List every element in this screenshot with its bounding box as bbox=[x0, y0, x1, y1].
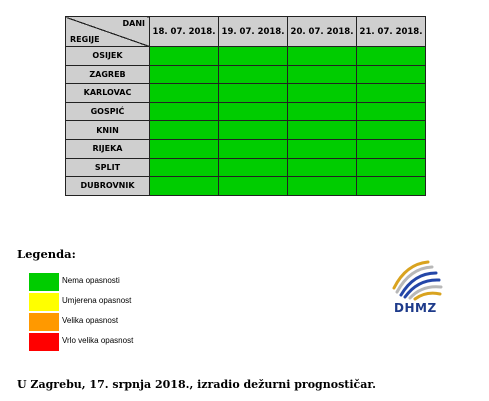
warning-level-cell bbox=[219, 121, 288, 140]
warning-level-cell bbox=[288, 84, 357, 103]
warning-level-cell bbox=[219, 47, 288, 66]
legend-swatch bbox=[29, 273, 59, 291]
region-name: SPLIT bbox=[66, 158, 150, 177]
region-name: DUBROVNIK bbox=[66, 177, 150, 196]
table-row bbox=[66, 121, 426, 140]
legend-label: Umjerena opasnost bbox=[62, 296, 132, 305]
legend-swatch bbox=[29, 293, 59, 311]
table-row bbox=[66, 47, 426, 66]
table-body bbox=[66, 47, 426, 196]
date-header: 19. 07. 2018. bbox=[219, 17, 288, 47]
warning-level-cell bbox=[357, 121, 426, 140]
warning-level-cell bbox=[288, 121, 357, 140]
date-header: 20. 07. 2018. bbox=[288, 17, 357, 47]
warning-level-cell bbox=[288, 158, 357, 177]
table-corner-cell bbox=[66, 17, 150, 47]
table-row bbox=[66, 158, 426, 177]
warning-table bbox=[65, 16, 426, 196]
warning-level-cell bbox=[219, 84, 288, 103]
legend-label: Nema opasnosti bbox=[62, 276, 120, 285]
region-name: GOSPIĆ bbox=[66, 102, 150, 121]
warning-level-cell bbox=[357, 177, 426, 196]
table-row bbox=[66, 65, 426, 84]
warning-level-cell bbox=[357, 84, 426, 103]
warning-level-cell bbox=[150, 47, 219, 66]
table-header-row bbox=[66, 17, 426, 47]
corner-days-label: DANI bbox=[122, 19, 145, 28]
region-name: KARLOVAC bbox=[66, 84, 150, 103]
date-header: 18. 07. 2018. bbox=[150, 17, 219, 47]
date-header: 21. 07. 2018. bbox=[357, 17, 426, 47]
warning-level-cell bbox=[357, 65, 426, 84]
warning-level-cell bbox=[288, 139, 357, 158]
warning-level-cell bbox=[288, 102, 357, 121]
table-row bbox=[66, 84, 426, 103]
warning-level-cell bbox=[150, 121, 219, 140]
warning-level-cell bbox=[219, 139, 288, 158]
table-row bbox=[66, 102, 426, 121]
warning-level-cell bbox=[219, 65, 288, 84]
warning-level-cell bbox=[357, 158, 426, 177]
warning-level-cell bbox=[150, 139, 219, 158]
warning-level-cell bbox=[150, 65, 219, 84]
table-row bbox=[66, 139, 426, 158]
footer-note: U Zagrebu, 17. srpnja 2018., izradio dežurni prognostičar. bbox=[17, 378, 376, 391]
dhmz-logo bbox=[388, 258, 448, 320]
table-row bbox=[66, 177, 426, 196]
warning-level-cell bbox=[288, 47, 357, 66]
warning-level-cell bbox=[357, 139, 426, 158]
region-name: OSIJEK bbox=[66, 47, 150, 66]
region-name: ZAGREB bbox=[66, 65, 150, 84]
warning-level-cell bbox=[219, 177, 288, 196]
logo-text: DHMZ bbox=[394, 301, 437, 315]
region-name: RIJEKA bbox=[66, 139, 150, 158]
warning-level-cell bbox=[150, 84, 219, 103]
corner-regions-label: REGIJE bbox=[70, 35, 100, 44]
legend-swatch bbox=[29, 333, 59, 351]
legend-label: Velika opasnost bbox=[62, 316, 119, 325]
warning-level-cell bbox=[357, 47, 426, 66]
region-name: KNIN bbox=[66, 121, 150, 140]
warning-level-cell bbox=[219, 158, 288, 177]
legend-title: Legenda: bbox=[17, 247, 76, 261]
warning-level-cell bbox=[150, 177, 219, 196]
logo-emblem-icon bbox=[388, 258, 448, 302]
warning-level-cell bbox=[150, 102, 219, 121]
warning-level-cell bbox=[219, 102, 288, 121]
legend-swatch bbox=[29, 313, 59, 331]
legend-label: Vrlo velika opasnost bbox=[62, 336, 134, 345]
warning-level-cell bbox=[357, 102, 426, 121]
warning-level-cell bbox=[150, 158, 219, 177]
warning-level-cell bbox=[288, 177, 357, 196]
warning-level-cell bbox=[288, 65, 357, 84]
